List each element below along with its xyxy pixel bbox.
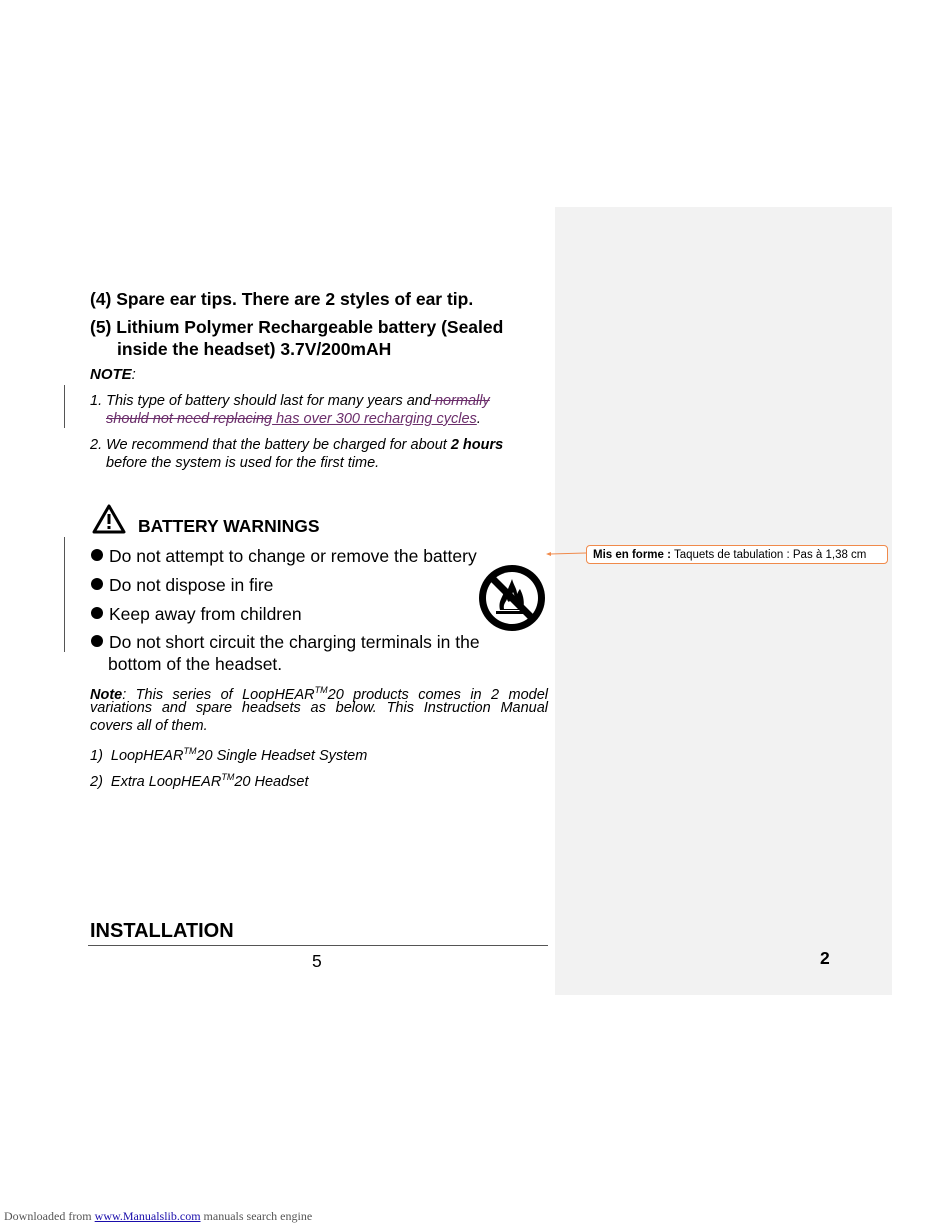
change-bar [64, 385, 65, 428]
manualslib-link[interactable]: www.Manualslib.com [94, 1209, 201, 1223]
model-note-text: 20 products comes in 2 model [327, 686, 549, 703]
warning-bullet-4-line2: bottom of the headset. [108, 654, 283, 674]
no-fire-icon [476, 562, 548, 634]
model-note-line3: covers all of them. [90, 718, 208, 734]
note-1-line2 [106, 410, 481, 428]
list-text: 20 Headset [234, 773, 309, 790]
footer-prefix: Downloaded from [4, 1209, 95, 1223]
installation-heading: INSTALLATION [90, 920, 234, 942]
note-1-line1 [90, 392, 490, 410]
footer-suffix: manuals search engine [200, 1209, 313, 1223]
bullet-dot [91, 578, 103, 590]
battery-warnings-title: BATTERY WARNINGS [138, 516, 320, 536]
comment-connector [544, 549, 588, 559]
model-note-text: : This series of LoopHEAR [122, 686, 315, 703]
page-number: 5 [312, 951, 322, 971]
list-text: LoopHEAR [110, 747, 184, 764]
comment-label: Mis en forme : [593, 549, 671, 561]
list-number: 1) [90, 747, 103, 764]
change-bar [64, 537, 65, 652]
deleted-text: normally [430, 393, 490, 409]
warning-bullet-1 [91, 546, 477, 567]
note-colon: : [131, 366, 136, 383]
trademark: TM [221, 772, 235, 782]
item-spare-ear-tips: (4) Spare ear tips. There are 2 styles of ear tip. [90, 289, 474, 309]
warning-triangle-icon [91, 503, 127, 535]
note-2-line2: before the system is used for the first time. [106, 455, 380, 471]
inserted-text: has over 300 recharging cycles [272, 411, 477, 427]
sidebar-page-number: 2 [820, 948, 830, 968]
trademark: TM [314, 685, 328, 695]
warning-bullet-2 [91, 575, 273, 596]
warning-bullet-3 [91, 604, 302, 625]
note-1-end: . [476, 411, 481, 427]
list-text: 20 Single Headset System [196, 747, 368, 764]
note-heading [90, 366, 136, 383]
footer-rule [88, 945, 548, 946]
comment-text: Taquets de tabulation : Pas à 1,38 cm [670, 549, 867, 561]
item-battery-line2: inside the headset) 3.7V/200mAH [117, 339, 392, 359]
note-2-line1 [90, 436, 503, 454]
model-note-line2: variations and spare headsets as below. This Instruction Manual [90, 700, 548, 716]
trademark: TM [183, 746, 197, 756]
note-2-text: 2. We recommend that the battery be charged for about [90, 437, 451, 453]
warning-text: Do not attempt to change or remove the battery [109, 546, 477, 566]
model-note-label: Note [90, 686, 123, 703]
deleted-text: should not need replacing [106, 411, 273, 427]
bullet-dot [91, 607, 103, 619]
note-2-bold: 2 hours [450, 437, 504, 453]
note-1-text: 1. This type of battery should last for many years and [90, 393, 431, 409]
warning-bullet-4 [91, 632, 480, 653]
warning-text: Do not dispose in fire [109, 575, 274, 595]
markup-sidebar [555, 207, 892, 995]
formatting-comment[interactable] [586, 545, 888, 564]
bullet-dot [91, 549, 103, 561]
download-footer [4, 1209, 312, 1224]
note-label: NOTE [90, 366, 132, 383]
item-battery-line1: (5) Lithium Polymer Rechargeable battery (Sealed [90, 317, 504, 337]
bullet-dot [91, 635, 103, 647]
warning-text: Do not short circuit the charging terminals in the [109, 632, 480, 652]
model-list-item-2 [90, 768, 309, 791]
list-text: Extra LoopHEAR [110, 773, 222, 790]
warning-text: Keep away from children [109, 604, 302, 624]
list-number: 2) [90, 773, 103, 790]
model-list-item-1 [90, 742, 367, 765]
